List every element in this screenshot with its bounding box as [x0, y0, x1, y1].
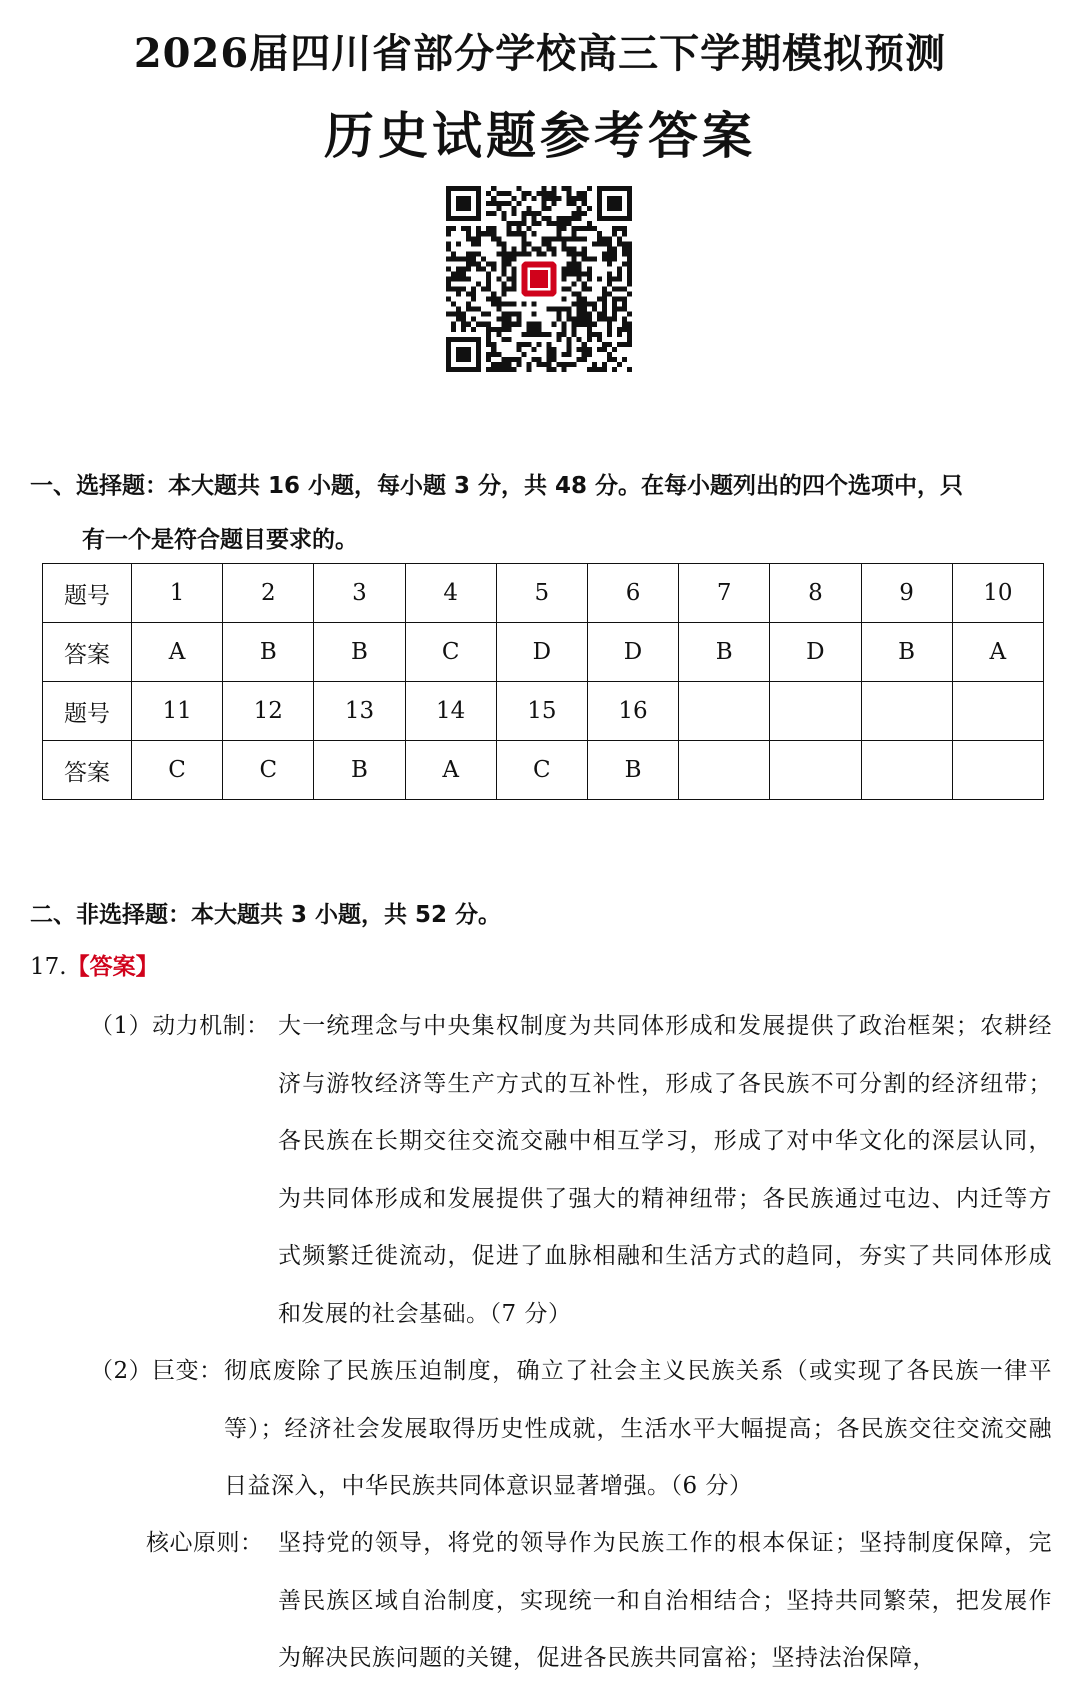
table-cell [679, 682, 770, 741]
table-cell: D [770, 623, 861, 682]
table-cell: B [587, 741, 678, 800]
table-cell: D [587, 623, 678, 682]
table-cell: A [405, 741, 496, 800]
table-cell: 11 [132, 682, 223, 741]
answer-tag: 【答案】 [66, 954, 159, 980]
q17-part1 [90, 998, 1052, 1343]
table-cell: 10 [952, 564, 1043, 623]
table-cell: C [132, 741, 223, 800]
table-row [43, 564, 1044, 623]
table-row [43, 741, 1044, 800]
table-cell: 8 [770, 564, 861, 623]
part1-text: 大一统理念与中央集权制度为共同体形成和发展提供了政治框架；农耕经济与游牧经济等生产方式的互补性，形成了各民族不可分割的经济纽带；各民族在长期交往交流交融中相互学习，形成了对中华文化的深层认同，为共同体形成和发展提供了强大的精神纽带；各民族通过屯边、内迁等方式频繁迁徙流动，促进了血脉相融和生活方式的趋同，夯实了共同体形成和发展的社会基础。（7 分） [278, 1013, 1052, 1327]
table-cell: 4 [405, 564, 496, 623]
table-cell: C [223, 741, 314, 800]
section1-heading-line2: 有一个是符合题目要求的。 [82, 527, 358, 553]
table-cell: 9 [861, 564, 952, 623]
table-cell: D [496, 623, 587, 682]
row-label: 题号 [43, 682, 132, 741]
table-cell [770, 741, 861, 800]
table-cell: 3 [314, 564, 405, 623]
part2-lead: （2）巨变： [90, 1358, 223, 1384]
answer-table [42, 563, 1044, 800]
table-cell: 5 [496, 564, 587, 623]
table-cell: 1 [132, 564, 223, 623]
q17-part2 [90, 1343, 1052, 1515]
qr-code-icon [446, 186, 632, 372]
row-label: 答案 [43, 623, 132, 682]
question-number: 17. [30, 954, 67, 980]
table-cell [952, 682, 1043, 741]
table-cell: 16 [587, 682, 678, 741]
table-cell: B [314, 741, 405, 800]
table-cell: 15 [496, 682, 587, 741]
q17-part3 [146, 1515, 1052, 1687]
table-cell: 6 [587, 564, 678, 623]
table-cell: B [223, 623, 314, 682]
table-row [43, 623, 1044, 682]
document-subtitle: 历史试题参考答案 [324, 107, 756, 165]
table-cell [861, 682, 952, 741]
table-cell: 12 [223, 682, 314, 741]
row-label: 题号 [43, 564, 132, 623]
seal-logo-icon [521, 261, 556, 296]
part1-lead: （1）动力机制： [90, 1013, 270, 1039]
part3-text: 坚持党的领导，将党的领导作为民族工作的根本保证；坚持制度保障，完善民族区域自治制度，实现统一和自治相结合；坚持共同繁荣，把发展作为解决民族问题的关键，促进各民族共同富裕；坚持法治保障， [278, 1530, 1052, 1671]
part3-lead: 核心原则： [146, 1530, 264, 1556]
table-cell: C [405, 623, 496, 682]
table-cell [861, 741, 952, 800]
part2-text: 彻底废除了民族压迫制度，确立了社会主义民族关系（或实现了各民族一律平等）；经济社会发展取得历史性成就，生活水平大幅提高；各民族交往交流交融日益深入，中华民族共同体意识显著增强。（6 分） [224, 1358, 1052, 1499]
row-label: 答案 [43, 741, 132, 800]
section2-heading: 二、非选择题：本大题共 3 小题，共 52 分。 [30, 902, 502, 928]
table-cell: 2 [223, 564, 314, 623]
table-cell: A [952, 623, 1043, 682]
section1-heading-line1: 一、选择题：本大题共 16 小题，每小题 3 分，共 48 分。在每小题列出的四个选项中，只 [30, 473, 964, 499]
table-cell: 7 [679, 564, 770, 623]
table-cell: A [132, 623, 223, 682]
table-cell: C [496, 741, 587, 800]
document-title: 2026届四川省部分学校高三下学期模拟预测 [133, 30, 947, 77]
table-cell: 14 [405, 682, 496, 741]
table-cell: B [314, 623, 405, 682]
table-cell: B [861, 623, 952, 682]
table-cell [770, 682, 861, 741]
table-row [43, 682, 1044, 741]
table-cell [952, 741, 1043, 800]
question-17-label [30, 948, 159, 981]
table-cell: 13 [314, 682, 405, 741]
table-cell: B [679, 623, 770, 682]
table-cell [679, 741, 770, 800]
